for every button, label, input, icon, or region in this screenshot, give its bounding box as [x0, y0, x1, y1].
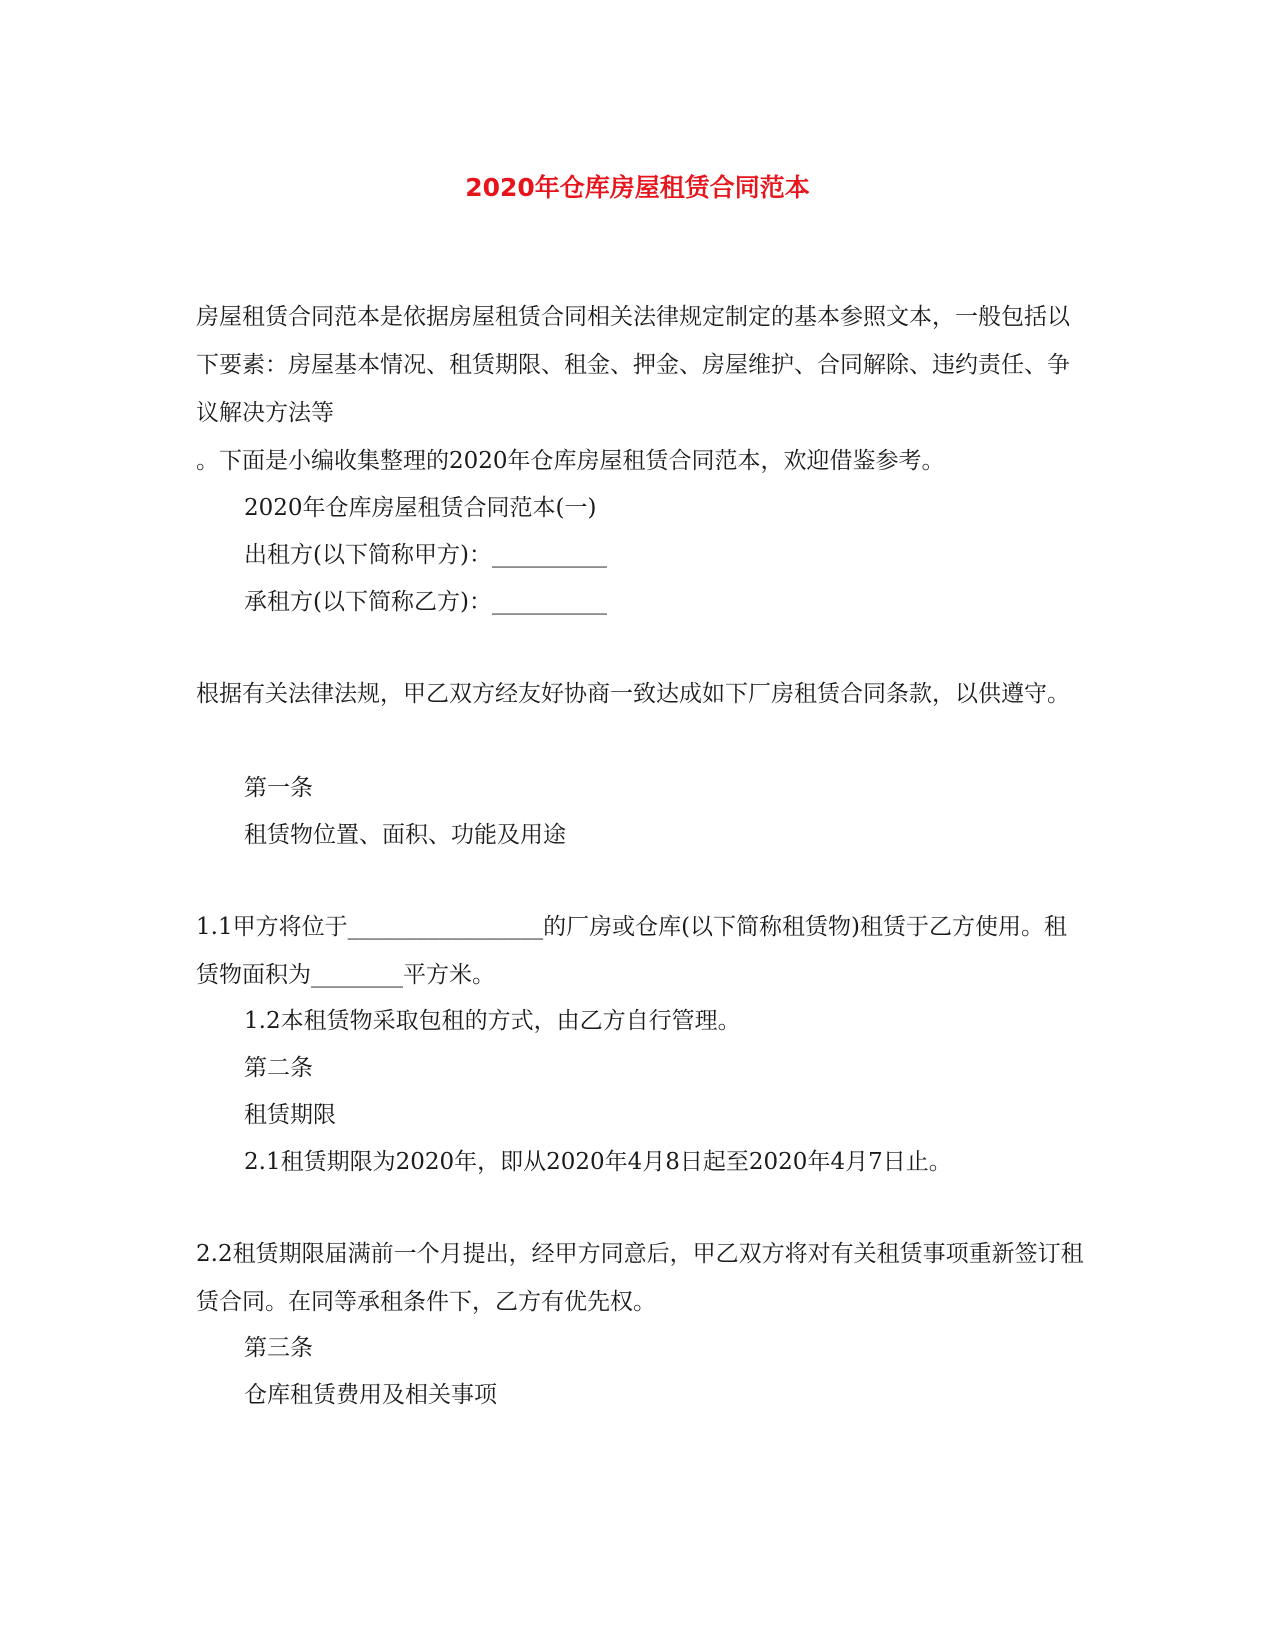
clause-2-2: 2.2租赁期限届满前一个月提出，经甲方同意后，甲乙双方将对有关租赁事项重新签订租赁合同。在同等承租条件下，乙方有优先权。	[196, 1241, 1084, 1315]
article-3-heading: 第三条	[244, 1335, 313, 1361]
clause-1-2: 1.2本租赁物采取包租的方式，由乙方自行管理。	[244, 1008, 741, 1034]
lessor-line: 出租方(以下简称甲方)：__________	[244, 542, 607, 568]
article-2-title: 租赁期限	[244, 1102, 336, 1128]
article-2-heading: 第二条	[244, 1055, 313, 1081]
clause-2-1: 2.1租赁期限为2020年，即从2020年4月8日起至2020年4月7日止。	[244, 1149, 952, 1175]
article-1-heading: 第一条	[244, 775, 313, 801]
article-1-title: 租赁物位置、面积、功能及用途	[244, 822, 566, 848]
lessee-line: 承租方(以下简称乙方)：__________	[244, 589, 607, 615]
intro-paragraph: 房屋租赁合同范本是依据房屋租赁合同相关法律规定制定的基本参照文本，一般包括以下要素：房屋基本情况、租赁期限、租金、押金、房屋维护、合同解除、违约责任、争议解决方法等	[196, 304, 1070, 426]
article-3-title: 仓库租赁费用及相关事项	[244, 1382, 497, 1408]
document-title: 2020年仓库房屋租赁合同范本	[465, 173, 810, 202]
clause-1-1: 1.1甲方将位于_________________的厂房或仓库(以下简称租赁物)租赁于乙方使用。租赁物面积为________平方米。	[196, 914, 1068, 988]
intro-continuation: 。下面是小编收集整理的2020年仓库房屋租赁合同范本，欢迎借鉴参考。	[196, 448, 945, 474]
contract-heading: 2020年仓库房屋租赁合同范本(一)	[244, 495, 597, 521]
preamble-paragraph: 根据有关法律法规，甲乙双方经友好协商一致达成如下厂房租赁合同条款，以供遵守。	[196, 681, 1070, 707]
